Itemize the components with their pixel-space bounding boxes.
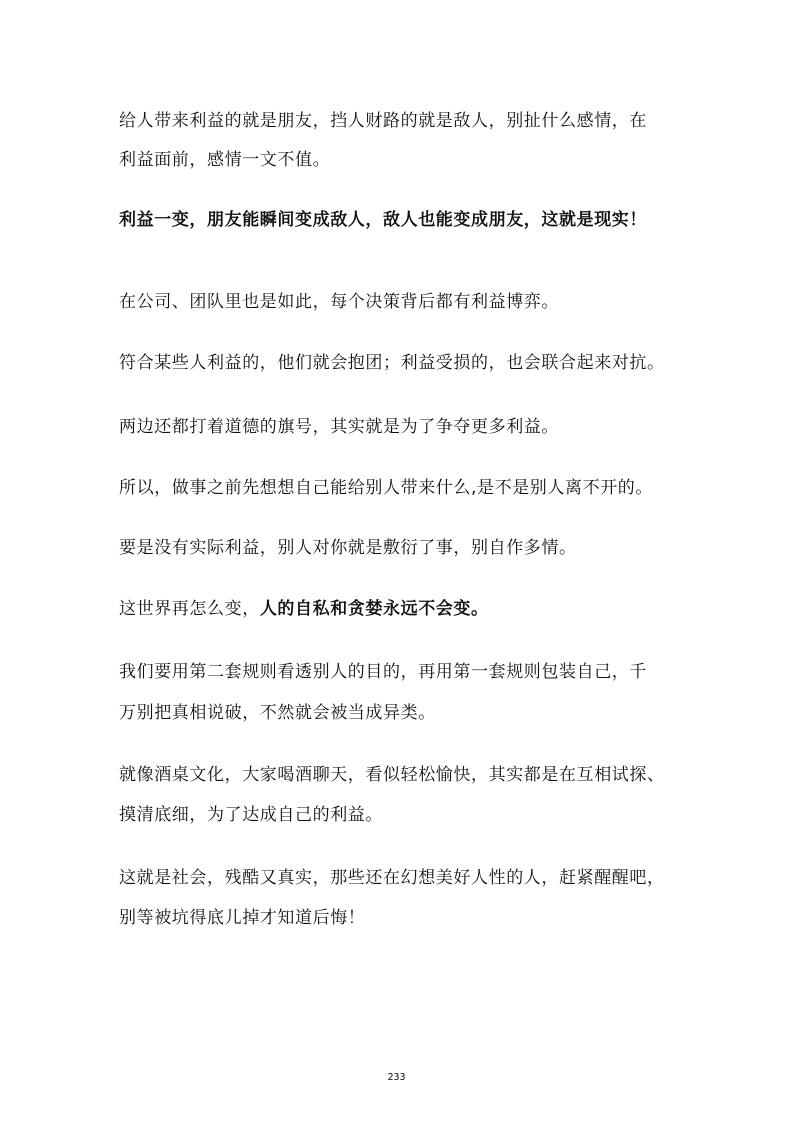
paragraph-5: 两边还都打着道德的旗号，其实就是为了争夺更多利益。	[119, 417, 559, 437]
paragraph-10-line-2: 摸清底细，为了达成自己的利益。	[119, 805, 383, 825]
paragraph-9-line-2: 万别把真相说破，不然就会被当成异类。	[119, 703, 436, 723]
paragraph-8	[119, 598, 489, 620]
paragraph-4: 符合某些人利益的，他们就会抱团；利益受损的，也会联合起来对抗。	[119, 353, 665, 373]
paragraph-3: 在公司、团队里也是如此，每个决策背后都有利益博弈。	[119, 292, 559, 312]
paragraph-10-line-1: 就像酒桌文化，大家喝酒聊天，看似轻松愉快，其实都是在互相试探、	[119, 765, 665, 785]
page-number: 233	[387, 1072, 406, 1083]
paragraph-9-line-1: 我们要用第二套规则看透别人的目的，再用第一套规则包装自己，千	[119, 662, 647, 682]
paragraph-1-line-2: 利益面前，感情一文不值。	[119, 150, 331, 170]
paragraph-11-line-1: 这就是社会，残酷又真实，那些还在幻想美好人性的人，赶紧醒醒吧，	[119, 868, 665, 888]
paragraph-8-bold: 人的自私和贪婪永远不会变。	[259, 599, 489, 619]
paragraph-11-line-2: 别等被坑得底儿掉才知道后悔！	[119, 908, 366, 928]
paragraph-7: 要是没有实际利益，别人对你就是敷衍了事，别自作多情。	[119, 538, 577, 558]
paragraph-8-normal: 这世界再怎么变，	[119, 599, 260, 619]
paragraph-6: 所以，做事之前先想想自己能给别人带来什么,是不是别人离不开的。	[119, 478, 654, 498]
paragraph-2-bold: 利益一变，朋友能瞬间变成敌人，敌人也能变成朋友，这就是现实！	[119, 210, 647, 230]
paragraph-1-line-1: 给人带来利益的就是朋友，挡人财路的就是敌人，别扯什么感情，在	[119, 111, 647, 131]
